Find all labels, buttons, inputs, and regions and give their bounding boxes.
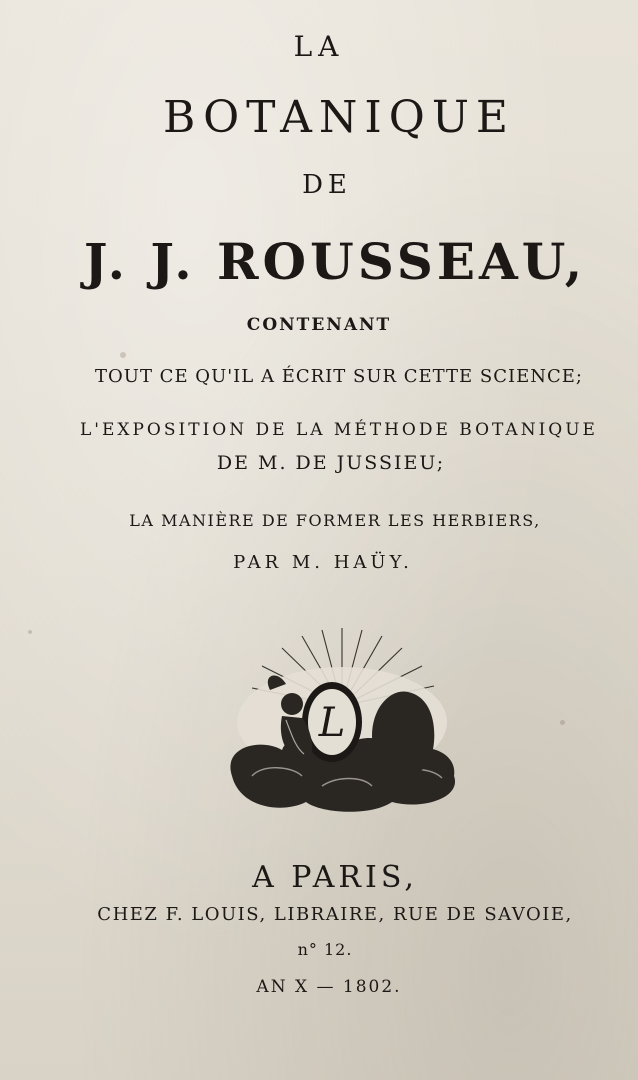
imprint-number: n° 12. [297, 940, 353, 959]
subtitle-line-2: L'EXPOSITION DE LA MÉTHODE BOTANIQUE [80, 420, 598, 440]
imprint-city: A PARIS, [252, 860, 418, 895]
subtitle-line-4: LA MANIÈRE DE FORMER LES HERBIERS, [129, 511, 541, 530]
title-line-de: DE [302, 170, 352, 200]
foxing-spot [28, 630, 32, 634]
subtitle-contenant: CONTENANT [246, 315, 392, 335]
imprint-address: CHEZ F. LOUIS, LIBRAIRE, RUE DE SAVOIE, [97, 904, 573, 925]
svg-text:L: L [318, 700, 346, 746]
foxing-spot [120, 352, 126, 358]
subtitle-line-3: DE M. DE JUSSIEU; [216, 452, 446, 474]
cherub-monogram-vignette-icon [222, 626, 462, 816]
title-line-botanique: BOTANIQUE [162, 92, 516, 143]
subtitle-line-1: TOUT CE QU'IL A ÉCRIT SUR CETTE SCIENCE; [95, 366, 583, 387]
subtitle-line-5: PAR M. HAÜY. [233, 552, 413, 573]
author-name: J. J. ROUSSEAU, [83, 232, 587, 291]
title-line-la: LA [293, 30, 345, 63]
imprint-year: AN X — 1802. [256, 977, 402, 997]
foxing-spot [560, 720, 565, 725]
